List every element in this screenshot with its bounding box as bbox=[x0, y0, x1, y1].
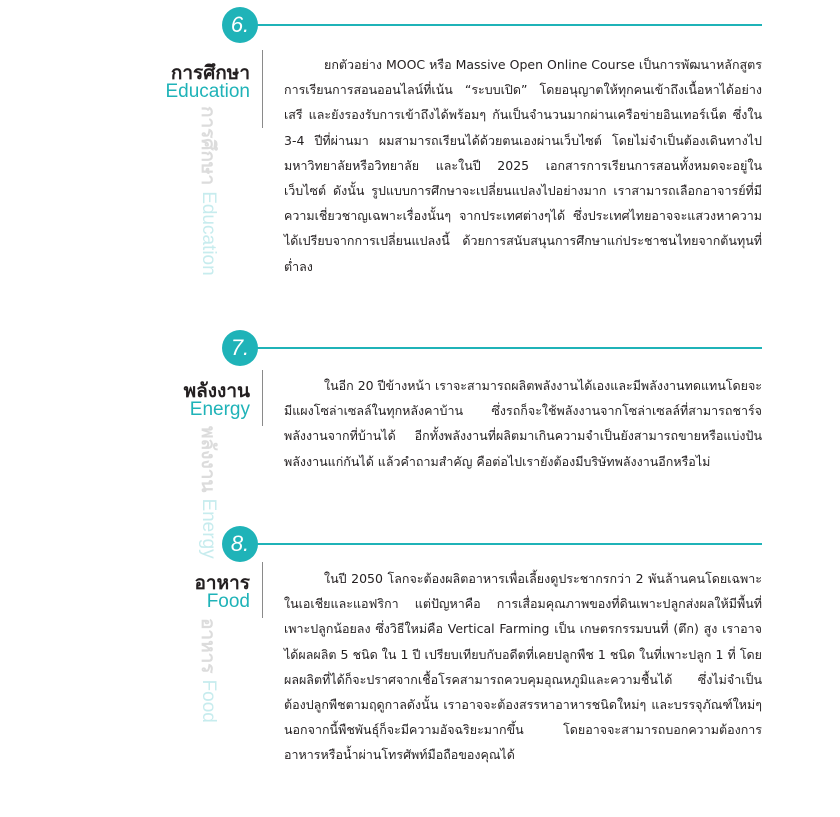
section-7-title-en: Energy bbox=[189, 399, 250, 420]
section-7-vertical-rule bbox=[262, 370, 263, 426]
section-8-vertical-rule bbox=[262, 562, 263, 618]
section-8-title-en: Food bbox=[206, 591, 250, 612]
section-8-title-th: อาหาร bbox=[194, 572, 250, 594]
section-7-number-badge: 7. bbox=[222, 330, 258, 366]
section-7-watermark-en: Energy bbox=[198, 498, 219, 559]
section-6-vertical-rule bbox=[262, 50, 263, 128]
section-7-divider bbox=[256, 347, 762, 349]
section-6-vertical-watermark bbox=[196, 106, 220, 276]
section-6-watermark-en: Education bbox=[198, 191, 219, 276]
section-8-divider bbox=[256, 543, 762, 545]
section-7-vertical-watermark bbox=[196, 426, 220, 559]
section-7-title-th: พลังงาน bbox=[183, 380, 250, 402]
section-6-title-th: การศึกษา bbox=[170, 62, 250, 84]
section-6-body: ยกตัวอย่าง MOOC หรือ Massive Open Online Course เป็นการพัฒนาหลักสูตรการเรียนการสอนออนไลน์ที่เน้น “ระบบเปิด” โดยอนุญาตให้ทุกคนเข้าถึงเนื้อหาได้อย่างเสรี และยังรองรับการเข้าถึงได้พร้อมๆ กันเป็นจำนวนมากผ่านเครือข่ายอินเทอร์เน็ต ซึ่งใน 3-4 ปีที่ผ่านมา ผมสามารถเรียนได้ด้วยตนเองผ่านเว็บไซต์ โดยไม่จำเป็นต้องเดินทางไปมหาวิทยาลัยหรือวิทยาลัย และในปี 2025 เอกสารการเรียนการสอนทั้งหมดจะอยู่ในเว็บไซต์ ดังนั้น รูปแบบการศึกษาจะเปลี่ยนแปลงไปอย่างมาก เราสามารถเลือกอาจารย์ที่มีความเชี่ยวชาญเฉพาะเรื่องนั้นๆ จากประเทศต่างๆได้ ซึ่งประเทศไทยอาจจะแสวงหาความได้เปรียบจากการเปลี่ยนแปลงนี้ ด้วยการสนับสนุนการศึกษาแก่ประชาชนไทยจากต้นทุนที่ต่ำลง bbox=[284, 57, 762, 274]
section-6-title-en: Education bbox=[165, 81, 250, 102]
section-8-vertical-watermark bbox=[196, 618, 220, 723]
section-7-body: ในอีก 20 ปีข้างหน้า เราจะสามารถผลิตพลังงานได้เองและมีพลังงานทดแทนโดยจะมีแผงโซล่าเซลล์ในทุกหลังคาบ้าน ซึ่งรถก็จะใช้พลังงานจากโซล่าเซลล์ที่สามารถชาร์จพลังงานจากที่บ้านได้ อีกทั้งพลังงานที่ผลิตมาเกินความจำเป็นยังสามารถขายหรือแบ่งปันพลังงานแก่กันได้ แล้วคำถามสำคัญ คือต่อไปเรายังต้องมีบริษัทพลังงานอีกหรือไม่ bbox=[284, 378, 762, 469]
section-8-number-badge: 8. bbox=[222, 526, 258, 562]
section-8-body: ในปี 2050 โลกจะต้องผลิตอาหารเพื่อเลี้ยงดูประชากรกว่า 2 พันล้านคนโดยเฉพาะในเอเชียและแอฟริกา แต่ปัญหาคือ การเสื่อมคุณภาพของที่ดินเพาะปลูกส่งผลให้มีพื้นที่เพาะปลูกน้อยลง ซึ่งวิธีใหม่คือ Vertical Farming เป็น เกษตรกรรมบนที่ (ตึก) สูง เราอาจได้ผลผลิต 5 ชนิด ใน 1 ปี เปรียบเทียบกับอดีตที่เคยปลูกพืช 1 ชนิด ในที่เพาะปลูก 1 ที่ โดยผลผลิตที่ได้ก็จะปราศจากเชื้อโรคสามารถควบคุมอุณหภูมิและความชื้นได้ ซึ่งไม่จำเป็นต้องปลูกพืชตามฤดูกาลดังนั้น เราอาจจะต้องสรรหาอาหารชนิดใหม่ๆ และบรรจุภัณฑ์ใหม่ๆ นอกจากนี้พืชพันธุ์ก็จะมีความอัจฉริยะมากขึ้น โดยอาจจะสามารถบอกความต้องการอาหารหรือน้ำผ่านโทรศัพท์มือถือของคุณได้ bbox=[284, 571, 762, 763]
section-6-divider bbox=[256, 24, 762, 26]
section-6-number-badge: 6. bbox=[222, 7, 258, 43]
section-6-watermark-th: การศึกษา bbox=[197, 106, 219, 186]
section-7-watermark-th: พลังงาน bbox=[197, 426, 219, 493]
section-8-watermark-en: Food bbox=[198, 679, 219, 723]
section-8-watermark-th: อาหาร bbox=[197, 618, 219, 674]
